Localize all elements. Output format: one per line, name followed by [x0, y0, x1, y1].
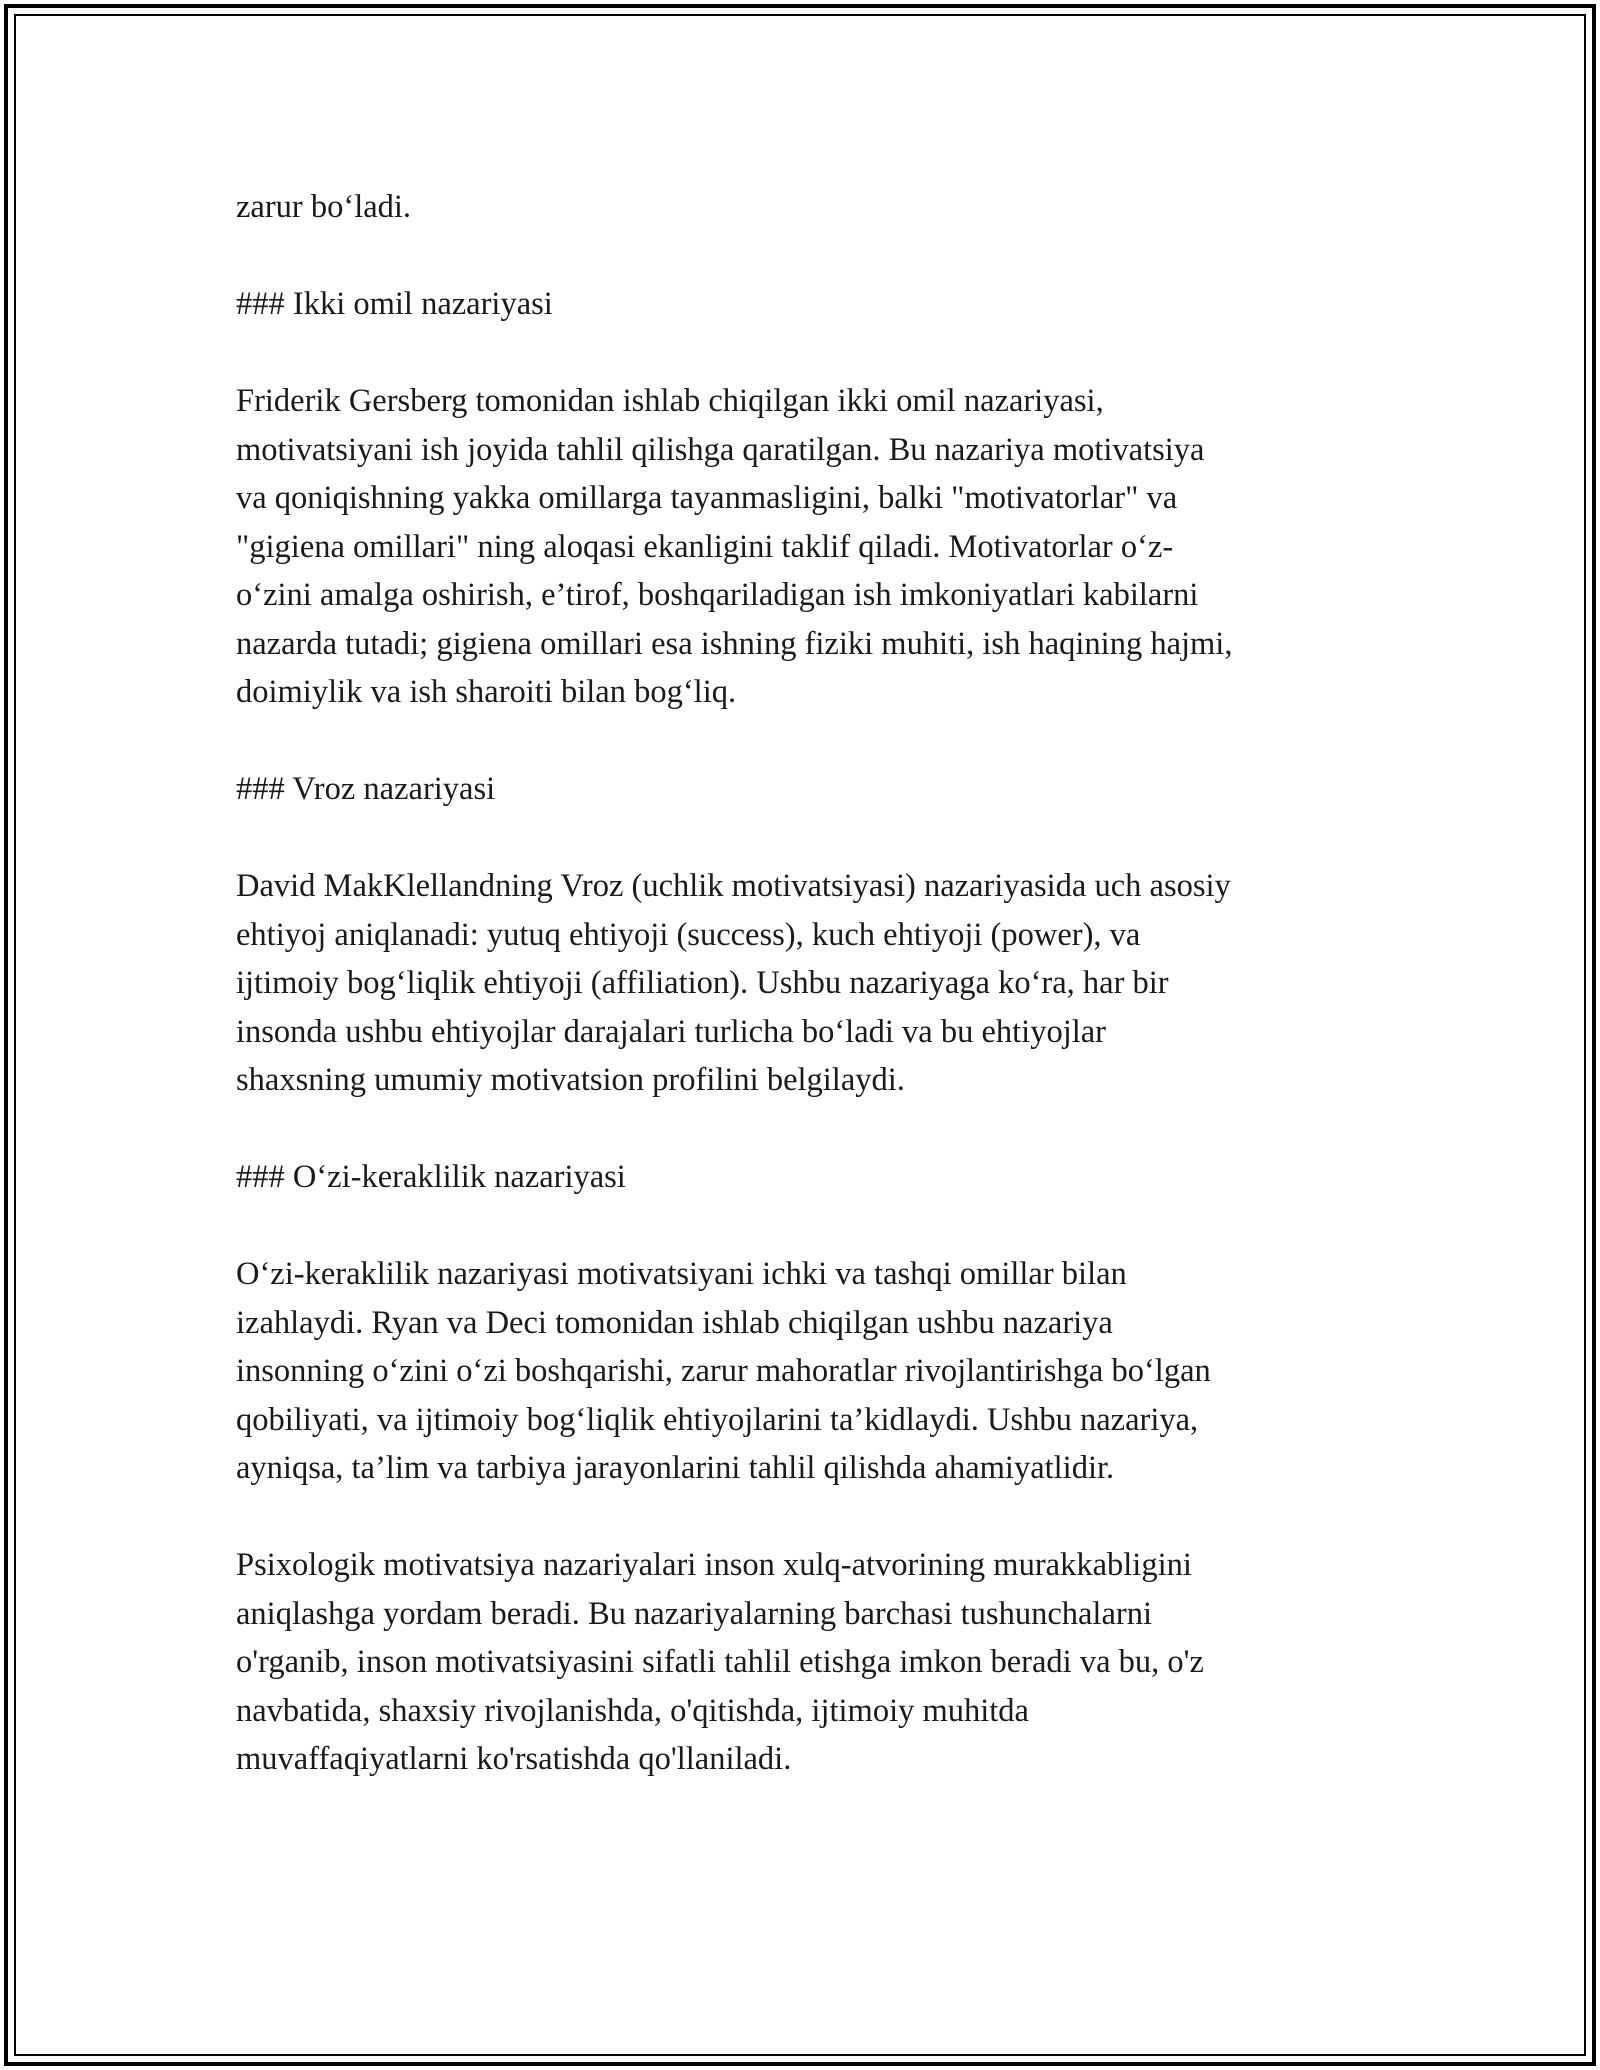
- section-heading-ozi-keraklilik: [236, 1153, 1366, 1202]
- paragraph-vroz: [236, 862, 1366, 1105]
- text-line: muvaffaqiyatlarni ko'rsatishda qo'llaniladi.: [236, 1741, 792, 1777]
- text-line: o'rganib, inson motivatsiyasini sifatli tahlil etishga imkon beradi va bu, o'z: [236, 1644, 1204, 1680]
- text-line: Psixologik motivatsiya nazariyalari inson xulq-atvorining murakkabligini: [236, 1547, 1192, 1583]
- text-line: "gigiena omillari" ning aloqasi ekanligini taklif qiladi. Motivatorlar o‘z-: [236, 528, 1174, 565]
- text-line: navbatida, shaxsiy rivojlanishda, o'qitishda, ijtimoiy muhitda: [236, 1692, 1029, 1729]
- paragraph-ikki-omil: [236, 377, 1366, 717]
- text-line: shaxsning umumiy motivatsion profilini belgilaydi.: [236, 1062, 905, 1098]
- text-line: nazarda tutadi; gigiena omillari esa ishning fiziki muhiti, ish haqining hajmi,: [236, 625, 1233, 662]
- section-heading-vroz: [236, 765, 1366, 814]
- paragraph-ozi-keraklilik: [236, 1250, 1366, 1493]
- paragraph-continuation: [236, 183, 1366, 232]
- text-line: aniqlashga yordam beradi. Bu nazariyalarning barchasi tushunchalarni: [236, 1595, 1152, 1632]
- text-line: ijtimoiy bog‘liqlik ehtiyoji (affiliation). Ushbu nazariyaga ko‘ra, har bir: [236, 965, 1169, 1001]
- text-line: O‘zi-keraklilik nazariyasi motivatsiyani ichki va tashqi omillar bilan: [236, 1256, 1127, 1292]
- heading-text: ### Ikki omil nazariyasi: [236, 286, 553, 322]
- text-line: zarur bo‘ladi.: [236, 189, 412, 225]
- text-line: ayniqsa, ta’lim va tarbiya jarayonlarini tahlil qilishda ahamiyatlidir.: [236, 1450, 1115, 1486]
- heading-text: ### Vroz nazariyasi: [236, 771, 496, 807]
- text-line: qobiliyati, va ijtimoiy bog‘liqlik ehtiyojlarini ta’kidlaydi. Ushbu nazariya,: [236, 1401, 1199, 1438]
- text-line: izahlaydi. Ryan va Deci tomonidan ishlab chiqilgan ushbu nazariya: [236, 1304, 1113, 1341]
- heading-text: ### O‘zi-keraklilik nazariyasi: [236, 1159, 626, 1195]
- text-line: va qoniqishning yakka omillarga tayanmasligini, balki "motivatorlar" va: [236, 480, 1178, 516]
- section-heading-ikki-omil: [236, 280, 1366, 329]
- text-line: o‘zini amalga oshirish, e’tirof, boshqariladigan ish imkoniyatlari kabilarni: [236, 577, 1199, 613]
- text-line: motivatsiyani ish joyida tahlil qilishga qaratilgan. Bu nazariya motivatsiya: [236, 431, 1205, 468]
- text-line: Friderik Gersberg tomonidan ishlab chiqilgan ikki omil nazariyasi,: [236, 383, 1104, 419]
- text-line: doimiylik va ish sharoiti bilan bog‘liq.: [236, 674, 737, 710]
- text-line: ehtiyoj aniqlanadi: yutuq ehtiyoji (success), kuch ehtiyoji (power), va: [236, 916, 1141, 953]
- text-line: insonning o‘zini o‘zi boshqarishi, zarur mahoratlar rivojlantirishga bo‘lgan: [236, 1353, 1211, 1389]
- text-line: David MakKlellandning Vroz (uchlik motivatsiyasi) nazariyasida uch asosiy: [236, 868, 1231, 904]
- paragraph-conclusion: [236, 1541, 1366, 1784]
- document-body: [236, 183, 1366, 1832]
- text-line: insonda ushbu ehtiyojlar darajalari turlicha bo‘ladi va bu ehtiyojlar: [236, 1013, 1107, 1050]
